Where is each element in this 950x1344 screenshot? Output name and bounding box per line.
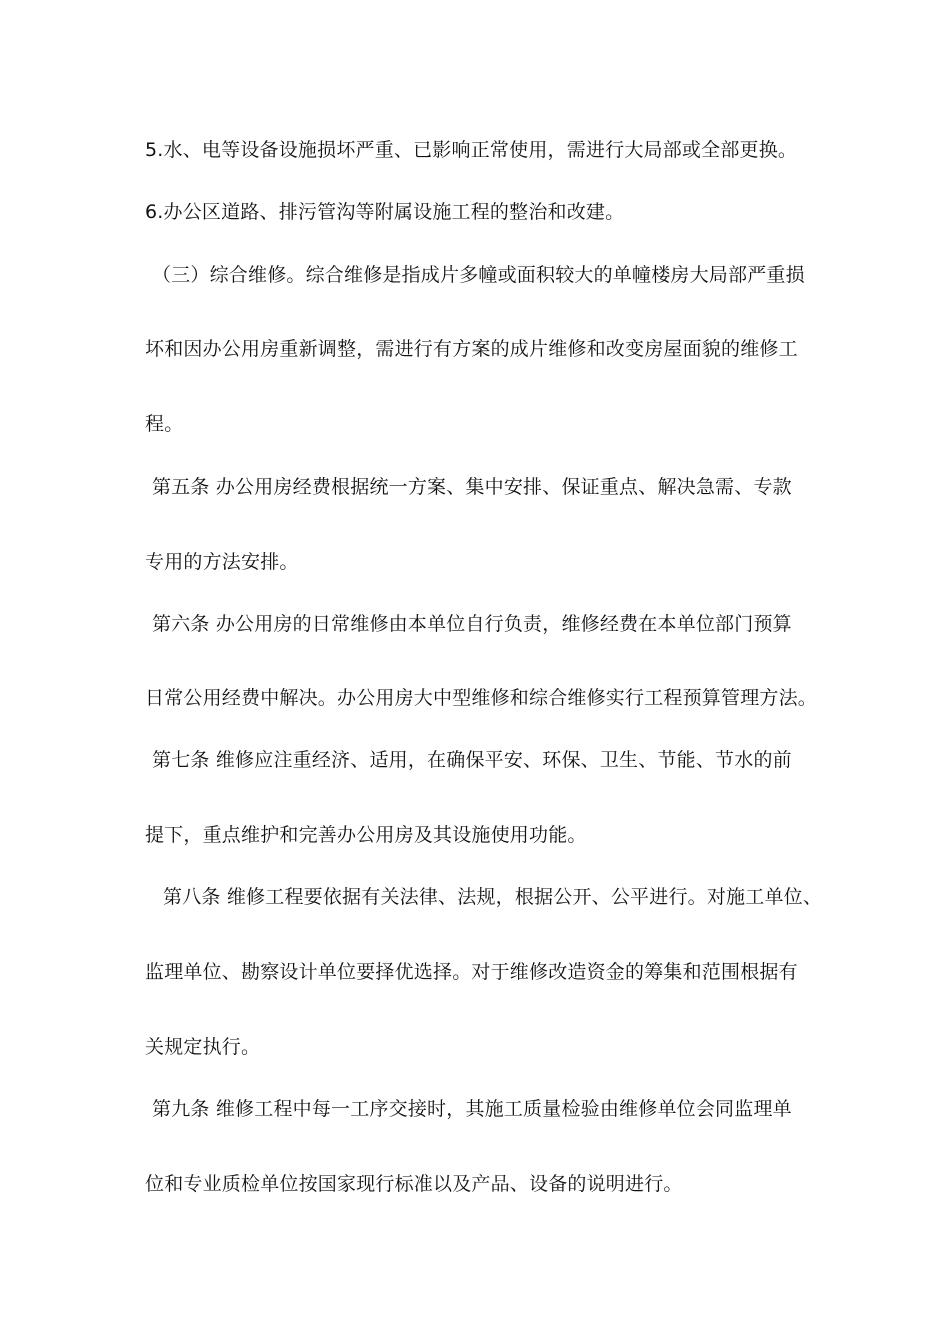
text-line-item-5: 5.水、电等设备设施损坏严重、已影响正常使用，需进行大局部或全部更换。 (145, 139, 798, 161)
text-line-article-8-start: 第八条 维修工程要依据有关法律、法规，根据公开、公平进行。对施工单位、 (163, 886, 823, 908)
text-line-article-5-start: 第五条 办公用房经费根据统一方案、集中安排、保证重点、解决急需、专款 (152, 476, 792, 498)
text-line-article-8-end: 关规定执行。 (145, 1036, 261, 1058)
text-line-section-3-start: （三）综合维修。综合维修是指成片多幢或面积较大的单幢楼房大局部严重损 (152, 264, 805, 286)
text-line-article-8-cont: 监理单位、勘察设计单位要择优选择。对于维修改造资金的筹集和范围根据有 (145, 961, 798, 983)
text-line-item-6: 6.办公区道路、排污管沟等附属设施工程的整治和改建。 (145, 201, 625, 223)
text-line-article-9-end: 位和专业质检单位按国家现行标准以及产品、设备的说明进行。 (145, 1173, 683, 1195)
text-line-section-3-cont: 坏和因办公用房重新调整，需进行有方案的成片维修和改变房屋面貌的维修工 (145, 338, 798, 360)
text-line-article-7-end: 提下，重点维护和完善办公用房及其设施使用功能。 (145, 824, 587, 846)
text-line-article-7-start: 第七条 维修应注重经济、适用，在确保平安、环保、卫生、节能、节水的前 (152, 749, 792, 771)
text-line-article-9-start: 第九条 维修工程中每一工序交接时，其施工质量检验由维修单位会同监理单 (152, 1098, 792, 1120)
text-line-article-5-end: 专用的方法安排。 (145, 551, 299, 573)
text-line-article-6-end: 日常公用经费中解决。办公用房大中型维修和综合维修实行工程预算管理方法。 (145, 687, 818, 709)
text-line-article-6-start: 第六条 办公用房的日常维修由本单位自行负责，维修经费在本单位部门预算 (152, 613, 792, 635)
text-line-section-3-end: 程。 (145, 413, 184, 435)
